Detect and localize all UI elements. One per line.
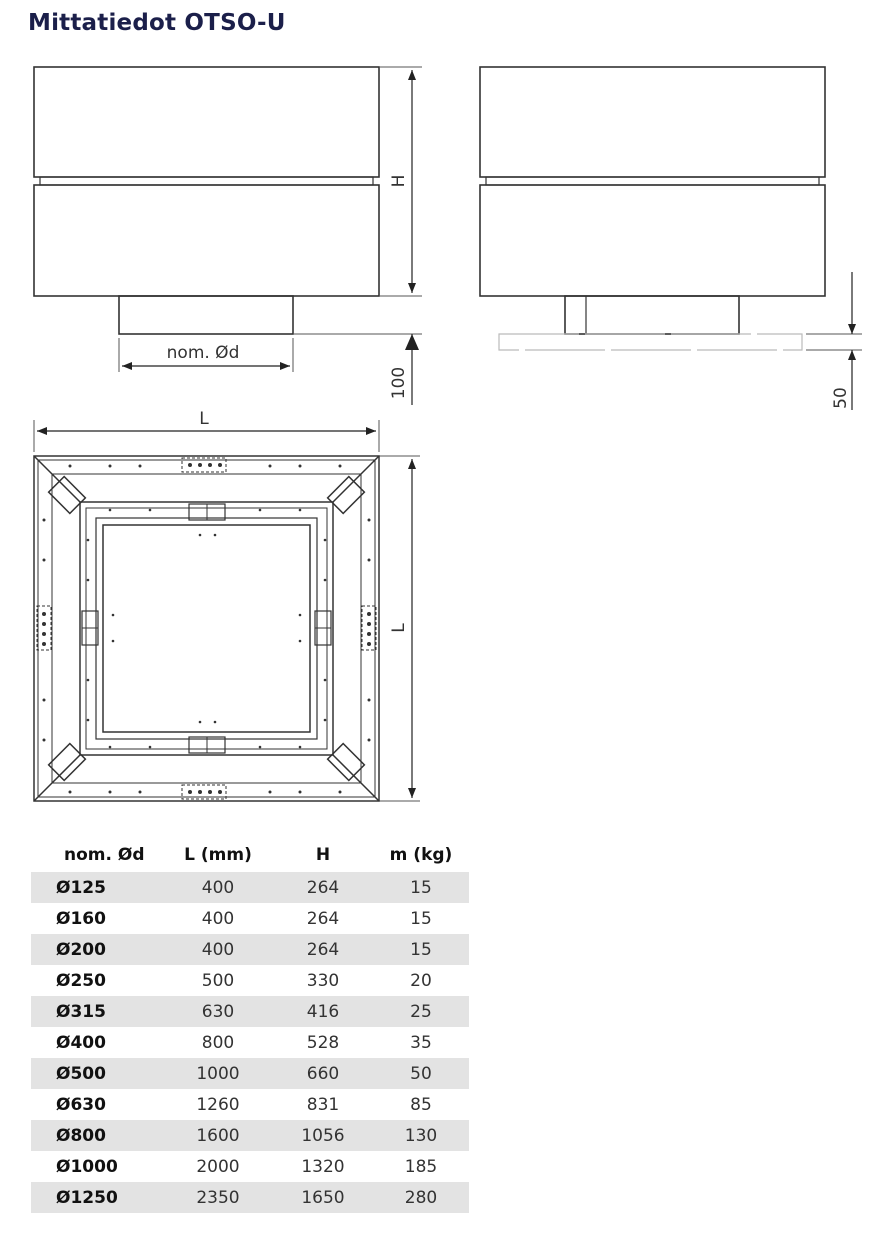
page-title: Mittatiedot OTSO-U: [28, 10, 286, 36]
front-duct-spigot: [119, 296, 293, 334]
cell-nom-d: Ø500: [31, 1058, 163, 1089]
side-gap-band: [486, 177, 819, 185]
cell-m: 35: [410, 1032, 432, 1053]
cell-nom-d: Ø315: [31, 996, 163, 1027]
cell-l: 2000: [196, 1156, 240, 1177]
dim-label-nom-d: nom. Ød: [166, 343, 240, 363]
dim-label-50: 50: [831, 387, 851, 409]
cell-m: 85: [410, 1094, 432, 1115]
cell-h: 264: [273, 934, 373, 965]
cell-nom-d: Ø1250: [31, 1182, 163, 1213]
cell-m: 15: [373, 872, 469, 903]
side-duct-spigot: [565, 296, 739, 334]
table-row: [31, 1120, 469, 1151]
cell-nom-d: Ø125: [31, 872, 163, 903]
cell-l: 400: [163, 934, 273, 965]
side-view: [480, 67, 825, 350]
table-row: [31, 1182, 469, 1213]
table-row: [31, 872, 469, 903]
front-gap-band: [40, 177, 373, 185]
cell-l: 800: [201, 1032, 235, 1053]
dim-label-l-top: L: [199, 409, 209, 429]
cell-h: 660: [273, 1058, 373, 1089]
cell-m: 50: [373, 1058, 469, 1089]
top-duct-opening: [103, 525, 310, 732]
side-lower-box: [480, 185, 825, 296]
header-nom-d: nom. Ød: [64, 845, 145, 865]
cell-m: 185: [404, 1156, 438, 1177]
cell-h: 1650: [273, 1182, 373, 1213]
front-lower-box: [34, 185, 379, 296]
dim-arrow-100: [405, 334, 419, 350]
top-view: [34, 456, 379, 801]
dim-label-l-side: L: [389, 623, 409, 633]
table-row: [31, 1058, 469, 1089]
cell-nom-d: Ø200: [31, 934, 163, 965]
header-h: H: [315, 845, 331, 865]
cell-l: 500: [201, 970, 235, 991]
table-row: [31, 934, 469, 965]
cell-nom-d: Ø250: [56, 970, 106, 991]
cell-l: 2350: [163, 1182, 273, 1213]
table-row: [31, 903, 469, 934]
cell-m: 130: [373, 1120, 469, 1151]
table-row: [31, 996, 469, 1027]
cell-m: 20: [410, 970, 432, 991]
table-row: [31, 1151, 469, 1182]
cell-h: 1056: [273, 1120, 373, 1151]
front-upper-box: [34, 67, 379, 177]
table-row: [31, 965, 469, 996]
cell-h: 1320: [301, 1156, 345, 1177]
side-upper-box: [480, 67, 825, 177]
cell-h: 528: [306, 1032, 340, 1053]
cell-nom-d: Ø630: [56, 1094, 106, 1115]
front-view: [34, 67, 379, 334]
roof-base-outline: [499, 334, 802, 350]
cell-h: 264: [273, 872, 373, 903]
cell-l: 400: [163, 872, 273, 903]
dim-label-h: H: [389, 174, 409, 188]
cell-m: 280: [373, 1182, 469, 1213]
cell-nom-d: Ø160: [56, 908, 106, 929]
table-row: [31, 1027, 469, 1058]
dim-label-100: 100: [389, 366, 409, 400]
cell-l: 1000: [163, 1058, 273, 1089]
cell-l: 1600: [163, 1120, 273, 1151]
header-m-kg: m (kg): [389, 845, 453, 865]
cell-h: 416: [273, 996, 373, 1027]
cell-l: 1260: [196, 1094, 240, 1115]
cell-m: 15: [410, 908, 432, 929]
cell-nom-d: Ø400: [56, 1032, 106, 1053]
cell-l: 400: [201, 908, 235, 929]
cell-m: 25: [373, 996, 469, 1027]
cell-l: 630: [163, 996, 273, 1027]
table-row: [31, 1089, 469, 1120]
top-inner-frame: [80, 502, 333, 755]
header-l-mm: L (mm): [184, 845, 252, 865]
cell-h: 330: [306, 970, 340, 991]
cell-m: 15: [373, 934, 469, 965]
cell-nom-d: Ø800: [31, 1120, 163, 1151]
cell-h: 264: [306, 908, 340, 929]
cell-h: 831: [306, 1094, 340, 1115]
dimensions-table: [31, 838, 469, 1213]
table-header-row: [31, 838, 469, 872]
cell-nom-d: Ø1000: [56, 1156, 118, 1177]
